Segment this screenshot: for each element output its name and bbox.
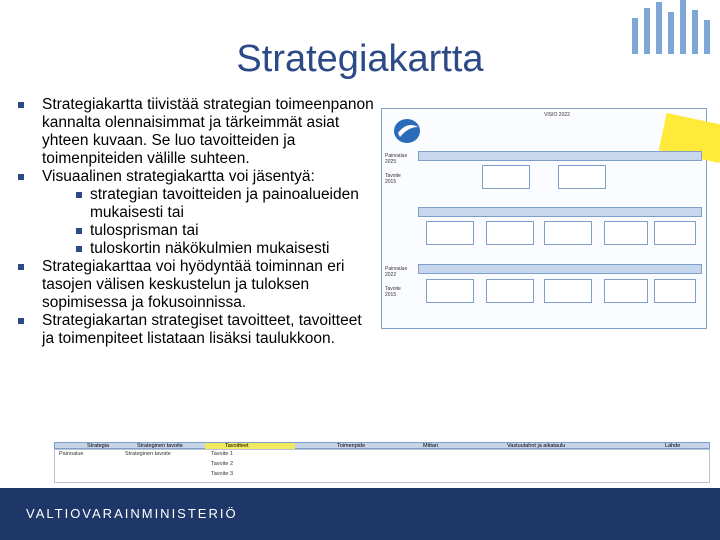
strategy-box [486, 279, 534, 303]
bullet-item [18, 312, 378, 348]
table-cell: Tavoite 2 [211, 461, 234, 467]
bullet-marker [18, 174, 24, 180]
strategy-band [418, 264, 702, 274]
sub-bullet-text: tuloskortin näkökulmien mukaisesti [90, 240, 330, 257]
sub-bullet-text: tulosprisman tai [90, 222, 199, 239]
slide-title: Strategiakartta [236, 38, 484, 80]
sub-bullet-text: strategian tavoitteiden ja painoalueiden mukaisesti tai [90, 186, 359, 221]
strategy-box [486, 221, 534, 245]
strategy-box [426, 221, 474, 245]
bullet-text: Visuaalinen strategiakartta voi jäsentyä: [42, 168, 315, 185]
strategy-band [418, 207, 702, 217]
table-cell: Painoalue [59, 451, 84, 457]
bullet-text: Strategiakarttaa voi hyödyntää toiminnan eri tasojen välisen keskustelun ja tuloksen sopimisessa ja fokusoinnissa. [42, 258, 345, 311]
footer-bar [0, 488, 720, 540]
sub-bullet-item [68, 186, 378, 222]
strategy-box [604, 221, 648, 245]
strategy-table-image [54, 442, 710, 482]
bullet-item [18, 96, 378, 168]
bullet-marker [18, 264, 24, 270]
sub-bullet-item [68, 240, 378, 258]
strategy-band [418, 151, 702, 161]
sub-bullet-list [68, 186, 378, 258]
sub-bullet-item [68, 222, 378, 240]
table-header-cell: Vastuutahot ja aikataulu [507, 443, 566, 449]
table-cell: Strateginen tavoite [125, 451, 171, 457]
row-label: Painoalue 2025 [385, 153, 408, 165]
table-header-cell: Toimenpide [337, 443, 366, 449]
table-header-cell: Strategia [87, 443, 110, 449]
table-header [54, 442, 710, 449]
table-header-cell: Tavoitteet [225, 443, 249, 449]
table-cell: Tavoite 3 [211, 471, 234, 477]
slide-content [18, 96, 378, 348]
bullet-item [18, 258, 378, 312]
vision-label: VISIO 2022 [544, 112, 570, 118]
strategy-box [426, 279, 474, 303]
strategy-box [654, 221, 696, 245]
row-label: Tavoite 2015 [385, 173, 401, 185]
ministry-logo-icon [392, 117, 422, 145]
bullet-text: Strategiakartta tiivistää strategian toimeenpanon kannalta olennaisimmat ja tärkeimmät asiat yhteen kuvaan. Se luo tavoitteiden ja toimenpiteiden välille suhteen. [42, 96, 374, 167]
row-label: Painoalue 2022 [385, 266, 408, 278]
bullet-marker [76, 192, 82, 198]
bullet-marker [76, 246, 82, 252]
table-body [54, 449, 710, 483]
table-header-cell: Mittari [423, 443, 438, 449]
table-header-cell: Strateginen tavoite [137, 443, 183, 449]
bullet-marker [18, 318, 24, 324]
ministry-brand-text: VALTIOVARAINMINISTERIÖ [26, 506, 238, 521]
bullet-marker [18, 102, 24, 108]
table-header-cell: Lähde [665, 443, 681, 449]
strategy-box [558, 165, 606, 189]
strategy-box [544, 221, 592, 245]
bullet-item [18, 168, 378, 258]
bullet-marker [76, 228, 82, 234]
row-label: Tavoite 2015 [385, 286, 401, 298]
strategy-box [604, 279, 648, 303]
strategy-box [544, 279, 592, 303]
strategy-box [654, 279, 696, 303]
bullet-text: Strategiakartan strategiset tavoitteet, tavoitteet ja toimenpiteet listataan lisäksi taulukkoon. [42, 312, 362, 347]
strategy-map-image [381, 108, 707, 329]
strategy-box [482, 165, 530, 189]
table-cell: Tavoite 1 [211, 451, 234, 457]
